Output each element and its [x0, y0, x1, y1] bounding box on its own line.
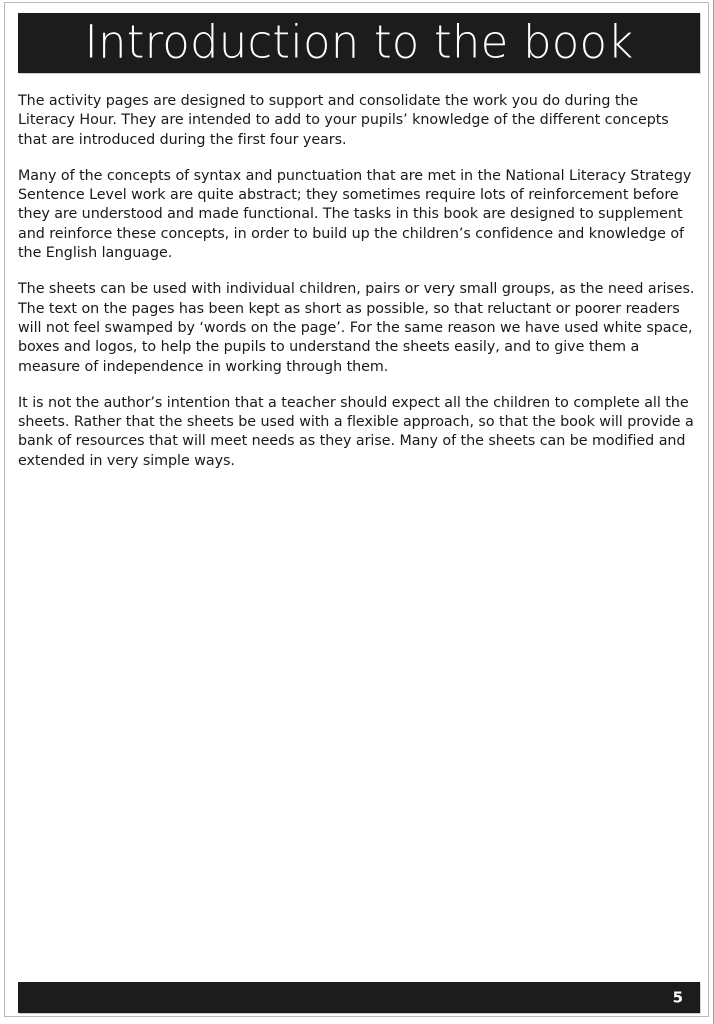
- page-number: 5: [672, 988, 683, 1006]
- paragraph: The sheets can be used with individual children, pairs or very small groups, as the need arises. The text on the pages has been kept as short as possible, so that reluctant or poorer readers will not feel swamped by ‘words on the page’. For the same reason we have used white space, boxes and logos, to help the pupils to understand the sheets easily, and to give them a measure of independence in working through them.: [18, 281, 695, 375]
- body-copy: [18, 92, 698, 471]
- paragraph: It is not the author’s intention that a teacher should expect all the children to complete all the sheets. Rather that the sheets be used with a flexible approach, so that the book will provide a bank of resources that will meet needs as they arise. Many of the sheets can be modified and extended in very simple ways.: [18, 394, 694, 469]
- paragraph: Many of the concepts of syntax and punctuation that are met in the National Literacy Strategy Sentence Level work are quite abstract; they sometimes require lots of reinforcement before they are understood and made functional. The tasks in this book are designed to supplement and reinforce these concepts, in order to build up the children’s confidence and knowledge of the English language.: [18, 167, 692, 262]
- page-title: Introduction to the book: [84, 15, 634, 69]
- page-footer-bar: [18, 982, 700, 1013]
- paragraph: The activity pages are designed to support and consolidate the work you do during the Literacy Hour. They are intended to add to your pupils’ knowledge of the different concepts that are introduced during the first four years.: [18, 93, 669, 148]
- page-header-bar: [18, 13, 700, 73]
